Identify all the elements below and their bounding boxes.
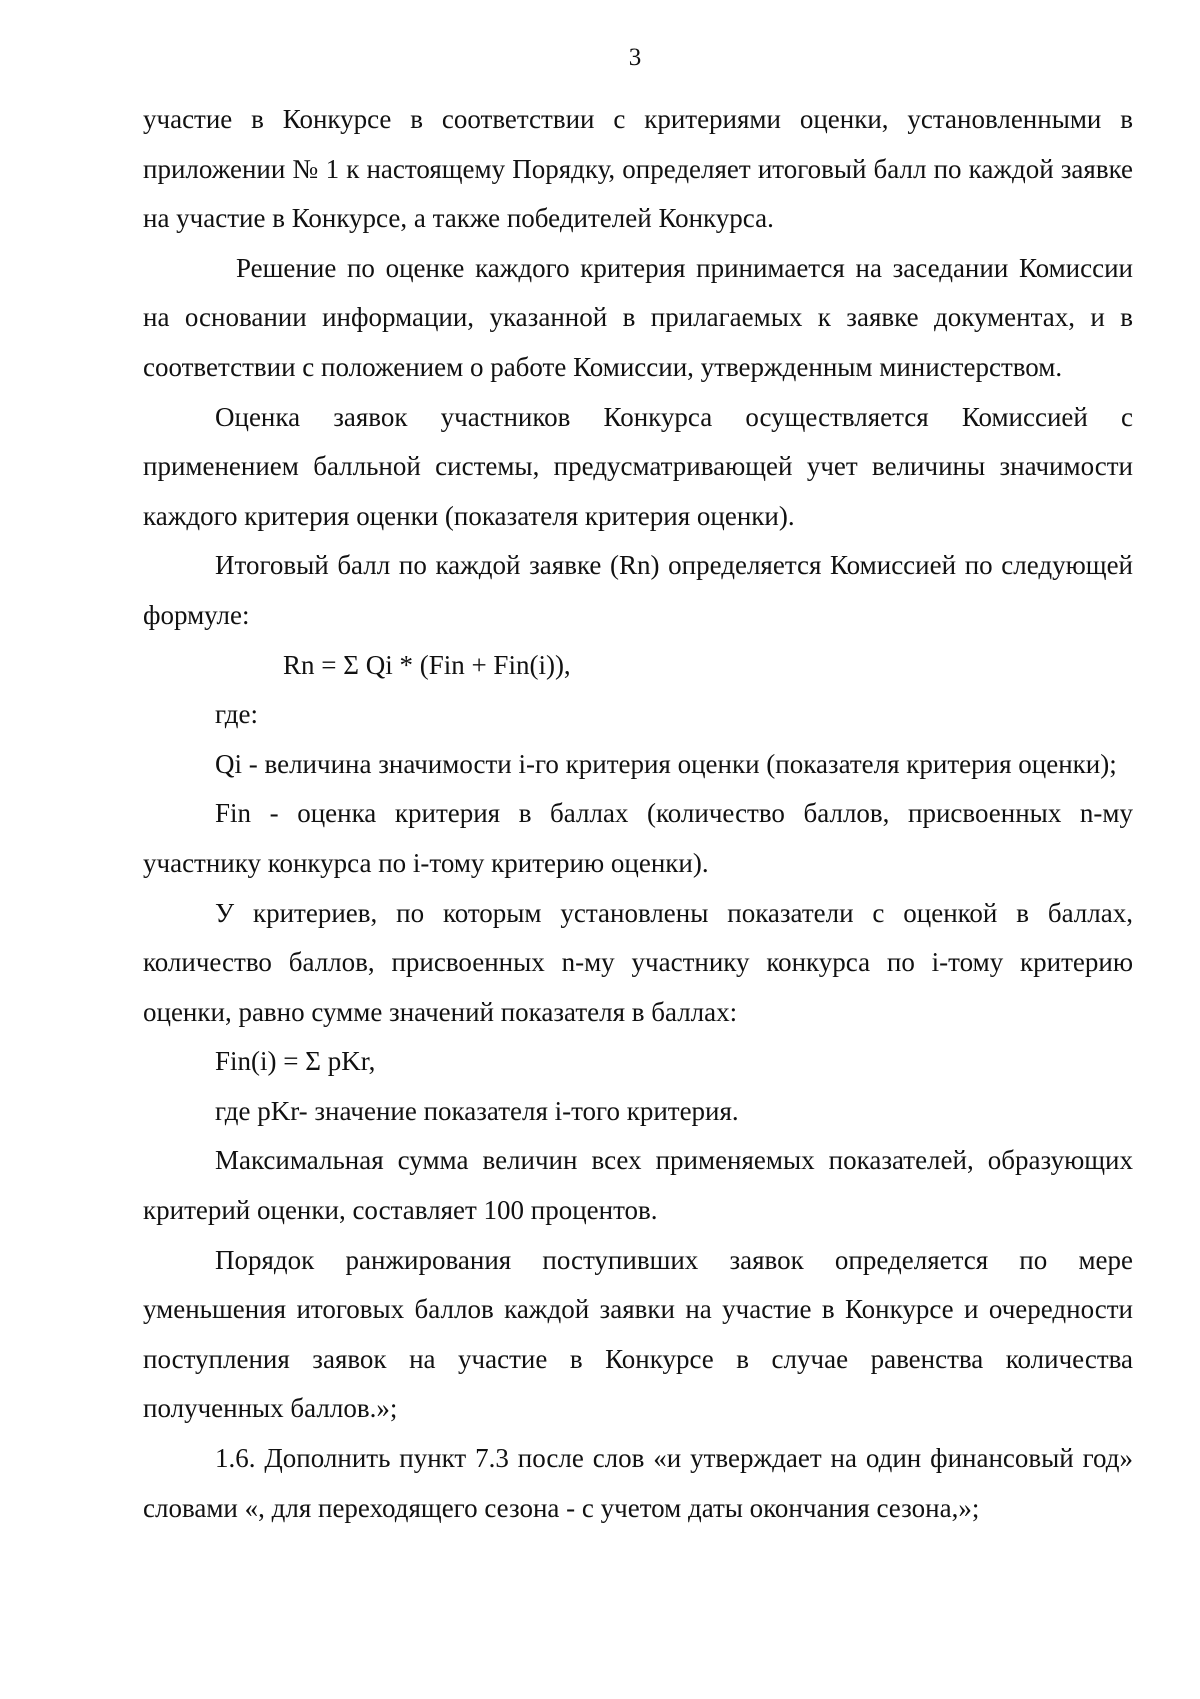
paragraph-criteria-points: У критериев, по которым установлены показатели с оценкой в баллах, количество баллов, присвоенных n-му участнику конкурса по i-тому критерию оценки, равно сумме значений показателя в баллах:: [143, 897, 1133, 1027]
paragraph-decision: Решение по оценке каждого критерия принимается на заседании Комиссии на основании информации, указанной в прилагаемых к заявке документах, и в соответствии с положением о работе Комиссии, утвержденным министерством.: [143, 252, 1133, 382]
paragraph-continuation: участие в Конкурсе в соответствии с критериями оценки, установленными в приложении № 1 к настоящему Порядку, определяет итоговый балл по каждой заявке на участие в Конкурсе, а также победителей Конкурса.: [143, 104, 1133, 234]
paragraph-where: где:: [215, 699, 258, 730]
formula-rn: Rn = Σ Qi * (Fin + Fin(i)),: [283, 649, 571, 680]
page-number: 3: [628, 44, 642, 71]
paragraph-total-score: Итоговый балл по каждой заявке (Rn) определяется Комиссией по следующей формуле:: [143, 550, 1133, 630]
formula-fin-i: Fin(i) = Σ pKr,: [215, 1046, 376, 1077]
definition-qi: Qi - величина значимости i-го критерия оценки (показателя критерия оценки);: [215, 748, 1117, 779]
paragraph-max-sum: Максимальная сумма величин всех применяемых показателей, образующих критерий оценки, составляет 100 процентов.: [143, 1145, 1133, 1226]
document-body: [143, 95, 1133, 1533]
paragraph-ranking: Порядок ранжирования поступивших заявок определяется по мере уменьшения итоговых баллов каждой заявки на участие в Конкурсе и очередности поступления заявок на участие в Конкурсе в случае равенства количества полученных баллов.»;: [143, 1244, 1133, 1424]
definition-fin: Fin - оценка критерия в баллах (количество баллов, присвоенных n-му участнику конкурса по i-тому критерию оценки).: [143, 798, 1133, 878]
paragraph-amendment: 1.6. Дополнить пункт 7.3 после слов «и утверждает на один финансовый год» словами «, для переходящего сезона - с учетом даты окончания сезона,»;: [143, 1443, 1133, 1523]
definition-pkr: где pKr- значение показателя i-того критерия.: [215, 1095, 739, 1126]
paragraph-evaluation: Оценка заявок участников Конкурса осуществляется Комиссией с применением балльной системы, предусматривающей учет величины значимости каждого критерия оценки (показателя критерия оценки).: [143, 401, 1133, 531]
